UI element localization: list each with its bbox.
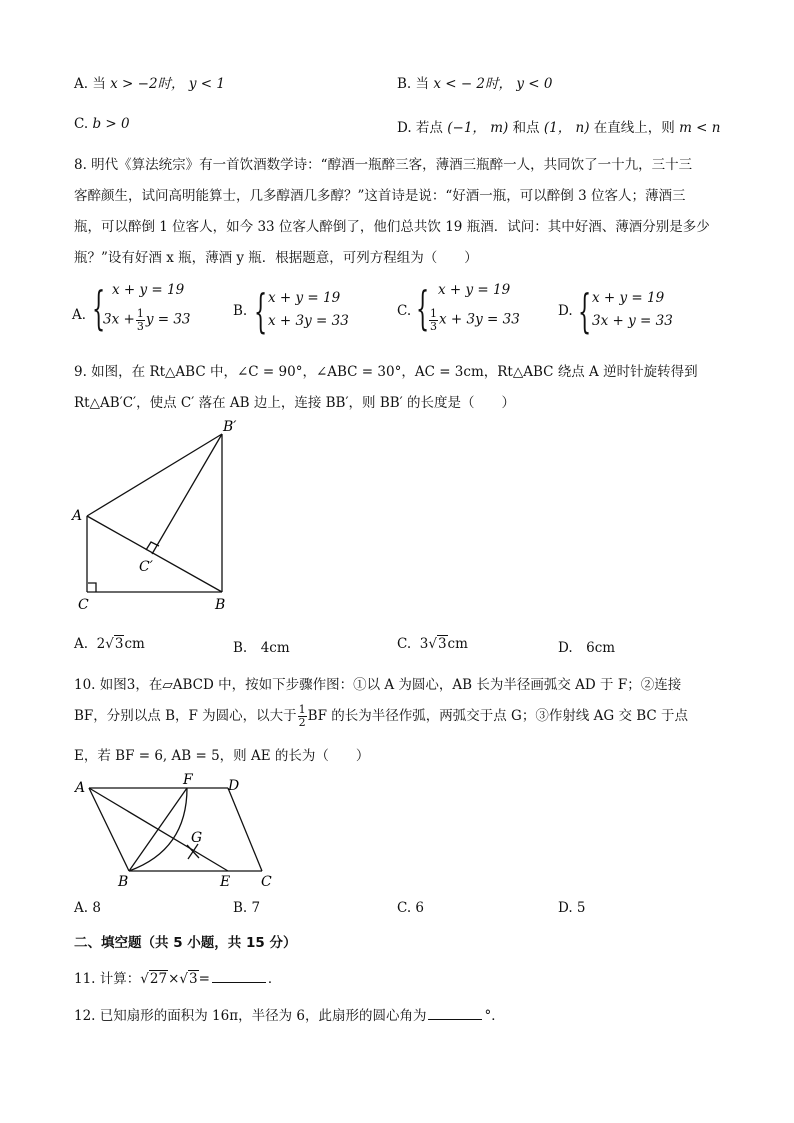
- q9-label-c-prime: C′: [139, 559, 153, 575]
- q7-option-a-result: y < 1: [188, 76, 225, 92]
- q12-answer-blank[interactable]: [428, 1007, 482, 1020]
- q8-option-a-eq1: x + y = 19: [112, 282, 185, 298]
- q9-option-c: C. 3√3cm: [397, 636, 468, 652]
- q10-label-b: B: [118, 874, 129, 890]
- q9-option-a: A. 2√3cm: [74, 636, 145, 652]
- section-2-title: 二、填空题（共 5 小题，共 15 分）: [74, 935, 297, 951]
- q9-stem-line-2: Rt△AB′C′，使点 C′ 落在 AB 边上，连接 BB′，则 BB′ 的长度是（ ）: [74, 395, 516, 411]
- q8-option-b-label: B.: [233, 303, 248, 319]
- q10-option-c: C. 6: [397, 900, 425, 916]
- q8-option-c-eq2: $\frac{1}{3}$ x + 3y = 33: [430, 307, 520, 333]
- q7-option-a-condition: x > −2时，: [110, 76, 185, 92]
- q8-option-a-brace: {: [92, 281, 106, 335]
- q8-option-b-eq1: x + y = 19: [268, 290, 341, 306]
- q8-option-d-eq2: 3x + y = 33: [592, 313, 673, 329]
- q10-label-f: F: [183, 772, 193, 788]
- q8-option-b-brace: {: [254, 284, 268, 338]
- q10-label-d: D: [228, 778, 240, 794]
- q7-option-d: [397, 116, 720, 136]
- q11-sqrt-2: √3: [179, 971, 198, 987]
- q8-option-c-brace: {: [416, 281, 430, 335]
- q7-option-b-result: y < 0: [516, 76, 553, 92]
- q9-segment-ab: [87, 516, 222, 592]
- q10-option-d: D. 5: [558, 900, 586, 916]
- q7-option-b-condition: x < − 2时，: [433, 76, 513, 92]
- q7-option-d-label: D. 若点: [397, 120, 443, 136]
- q9-segment-b-prime-c-prime: [152, 434, 222, 554]
- q9-option-b: B. 4cm: [233, 640, 290, 656]
- q8-stem-line-1: 8. 明代《算法统宗》有一首饮酒数学诗：“醇酒一瓶醉三客，薄酒三瓶醉一人，共同饮了一十九，三十三: [74, 157, 693, 173]
- q7-option-d-point2: (1， n): [543, 120, 590, 136]
- q10-option-a: A. 8: [74, 900, 101, 916]
- q8-option-a-eq2: 3x + $\frac{1}{3}$ y = 33: [103, 307, 191, 333]
- q8-option-a-label: A．: [72, 307, 96, 323]
- q10-stem-line-2: BF，分别以点 B，F 为圆心，以大于 $\frac{1}{2}$ BF 的长为半径作弧，两弧交于点 G；③作射线 AG 交 BC 于点: [74, 703, 689, 729]
- q9-label-c: C: [78, 597, 89, 613]
- q8-stem-line-3: 瓶，可以醉倒 1 位客人，如今 33 位客人醉倒了，他们总共饮 19 瓶酒．试问：其中好酒、薄酒分别是多少: [74, 219, 710, 235]
- q7-option-c: [74, 116, 130, 132]
- q10-label-c: C: [261, 874, 272, 890]
- q10-segment-dc: [228, 788, 262, 871]
- q11-line: 11. 计算：√27×√3= ．: [74, 971, 282, 987]
- q7-option-b-label: B. 当: [397, 76, 430, 92]
- q11-sqrt-1: √27: [140, 971, 168, 987]
- q8-option-a-fraction: $\frac{1}{3}$: [136, 307, 144, 333]
- q9-figure: [60, 415, 260, 615]
- q9-label-a: A: [72, 508, 83, 524]
- q10-stem-line-3: E，若 BF = 6, AB = 5，则 AE 的长为（ ）: [74, 748, 370, 764]
- q10-option-b: B. 7: [233, 900, 261, 916]
- q10-stem-line-1: 10. 如图3，在▱ABCD 中，按如下步骤作图：①以 A 为圆心，AB 长为半径画弧交 AD 于 F；②连接: [74, 677, 682, 693]
- q8-option-c-label: C.: [397, 303, 412, 319]
- q7-option-d-tail: 在直线上，则: [593, 120, 675, 136]
- q9-option-c-sqrt: √3: [428, 636, 447, 652]
- q7-option-c-label: C.: [74, 116, 89, 132]
- q8-stem-line-2: 客醉颜生，试问高明能算士，几多醇酒几多醇？”这首诗是说：“好酒一瓶，可以醉倒 3 位客人；薄酒三: [74, 188, 686, 204]
- q9-option-a-sqrt: √3: [105, 636, 124, 652]
- q10-fraction: $\frac{1}{2}$: [298, 703, 306, 729]
- q7-option-a-label: A. 当: [74, 76, 106, 92]
- q8-option-c-fraction: $\frac{1}{3}$: [430, 307, 437, 333]
- q12-line: 12. 已知扇形的面积为 16π，半径为 6，此扇形的圆心角为 °．: [74, 1008, 505, 1024]
- q9-label-b-prime: B′: [223, 419, 237, 435]
- q8-option-b-eq2: x + 3y = 33: [268, 313, 349, 329]
- q9-stem-line-1: 9. 如图，在 Rt△ABC 中，∠C = 90°，∠ABC = 30°，AC = 3cm，Rt△ABC 绕点 A 逆时针旋转得到: [74, 364, 698, 380]
- q9-option-d: D. 6cm: [558, 640, 616, 656]
- q11-answer-blank[interactable]: [212, 970, 266, 983]
- q8-stem-line-4: 瓶？”设有好酒 x 瓶，薄酒 y 瓶．根据题意，可列方程组为（ ）: [74, 250, 478, 266]
- q7-option-c-expr: b > 0: [92, 116, 130, 132]
- q10-label-g: G: [191, 830, 203, 846]
- q8-option-c-eq1: x + y = 19: [438, 282, 511, 298]
- q7-option-d-point1: (−1， m): [447, 120, 509, 136]
- q9-label-b: B: [215, 597, 226, 613]
- q7-option-d-mid: 和点: [512, 120, 540, 136]
- q8-option-d-eq1: x + y = 19: [592, 290, 665, 306]
- q8-option-d-brace: {: [578, 284, 592, 338]
- q8-option-d-label: D.: [558, 303, 573, 319]
- q10-figure: [65, 770, 285, 895]
- q10-label-a: A: [75, 780, 86, 796]
- q7-option-d-result: m < n: [679, 120, 721, 136]
- q9-segment-ab-prime: [87, 434, 222, 516]
- q7-option-b: [397, 72, 552, 92]
- q7-option-a: [74, 72, 225, 92]
- q10-label-e: E: [220, 874, 231, 890]
- q9-right-angle-c: [88, 583, 96, 592]
